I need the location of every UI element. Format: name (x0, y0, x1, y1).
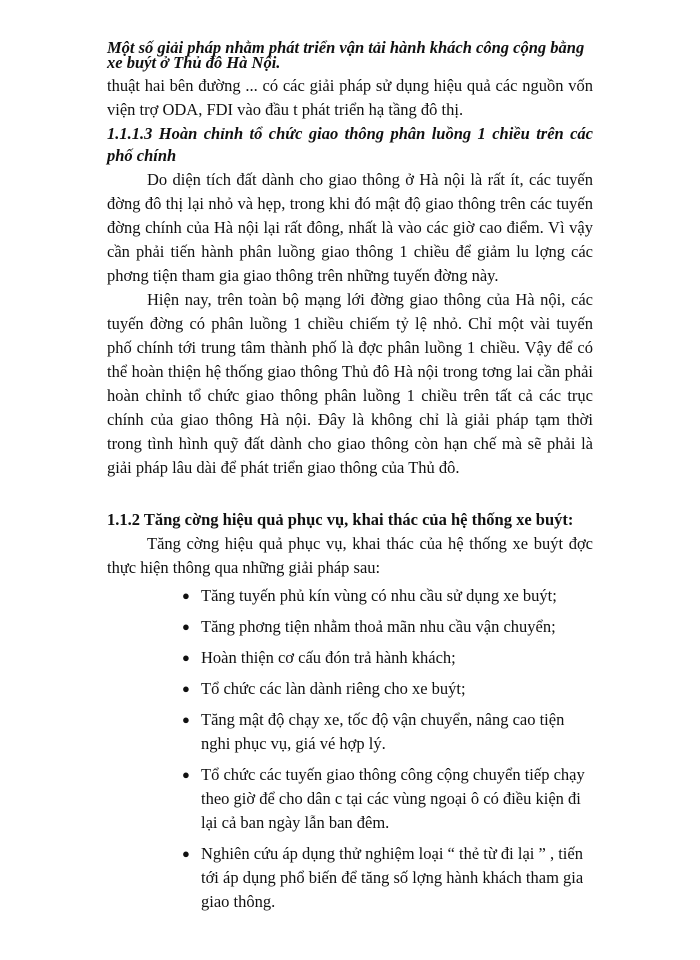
list-item-text: Hoàn thiện cơ cấu đón trả hành khách; (201, 648, 456, 667)
list-item-text: Tăng mật độ chạy xe, tốc độ vận chuyển, nâng cao tiện nghi phục vụ, giá vé hợp lý. (201, 710, 565, 753)
list-item-text: Tăng phơng tiện nhằm thoả mãn nhu cầu vận chuyển; (201, 617, 556, 636)
list-item-text: Nghiên cứu áp dụng thử nghiệm loại “ thẻ từ đi lại ” , tiến tới áp dụng phổ biến để tăng số lợng hành khách tham gia giao thông. (201, 844, 584, 911)
list-item (107, 842, 593, 914)
bullet-icon: ● (182, 681, 190, 696)
bullet-icon: ● (182, 712, 190, 727)
header-line-1: Một số giải pháp nhằm phát triển vận tải hành khách công cộng bằng (107, 38, 585, 57)
bullet-icon: ● (182, 767, 190, 782)
section-1113-heading: 1.1.1.3 Hoàn chỉnh tổ chức giao thông phân luồng 1 chiều trên các phố chính (107, 124, 593, 165)
list-item (107, 677, 593, 701)
section-112-heading: 1.1.2 Tăng cờng hiệu quả phục vụ, khai thác của hệ thống xe buýt: (107, 510, 574, 529)
section-1113-paragraph-2: Hiện nay, trên toàn bộ mạng lới đờng giao thông của Hà nội, các tuyến đờng có phân luồng 1 chiều chiếm tỷ lệ nhỏ. Chỉ một vài tuyến phố chính tới trung tâm thành phố là đợc phân luồng 1 chiều. Vậy để có thể hoàn thiện hệ thống giao thông Thủ đô Hà nội trong tơng lai cần phải hoàn chỉnh tổ chức giao thông phân luồng 1 chiều trên tất cả các trục chính của giao thông Hà nội. Đây là không chỉ là giải pháp tạm thời trong tình hình quỹ đất dành cho giao thông còn hạn chế mà sẽ phải là giải pháp lâu dài để phát triển giao thông của Thủ đô. (107, 290, 593, 477)
header-line-2: xe buýt ở Thủ đô Hà Nội. (107, 53, 281, 72)
bullet-icon: ● (182, 588, 190, 603)
document-page (107, 40, 593, 921)
list-item (107, 646, 593, 670)
solutions-list (107, 584, 593, 914)
running-header (107, 40, 593, 70)
list-item (107, 763, 593, 835)
bullet-icon: ● (182, 619, 190, 634)
intro-paragraph: thuật hai bên đường ... có các giải pháp sử dụng hiệu quả các nguồn vốn viện trợ ODA, FDI vào đầu t phát triển hạ tầng đô thị. (107, 76, 593, 119)
list-item (107, 584, 593, 608)
list-item (107, 708, 593, 756)
list-item (107, 615, 593, 639)
bullet-icon: ● (182, 650, 190, 665)
section-112-intro: Tăng cờng hiệu quả phục vụ, khai thác của hệ thống xe buýt đợc thực hiện thông qua những giải pháp sau: (107, 534, 593, 577)
list-item-text: Tổ chức các tuyến giao thông công cộng chuyển tiếp chạy theo giờ để cho dân c tại các vùng ngoại ô có điều kiện đi lại cả ban ngày lẫn ban đêm. (201, 765, 585, 832)
list-item-text: Tổ chức các làn dành riêng cho xe buýt; (201, 679, 466, 698)
list-item-text: Tăng tuyến phủ kín vùng có nhu cầu sử dụng xe buýt; (201, 586, 557, 605)
bullet-icon: ● (182, 846, 190, 861)
section-1113-paragraph-1: Do diện tích đất dành cho giao thông ở Hà nội là rất ít, các tuyến đờng đô thị lại nhỏ và hẹp, trong khi đó mật độ giao thông trên các tuyến đờng chính của Hà nội lại rất đông, nhất là vào các giờ cao điểm. Vì vậy cần phải tiến hành phân luồng giao thông 1 chiều để giảm lu lợng các phơng tiện tham gia giao thông trên những tuyến đờng này. (107, 170, 593, 285)
